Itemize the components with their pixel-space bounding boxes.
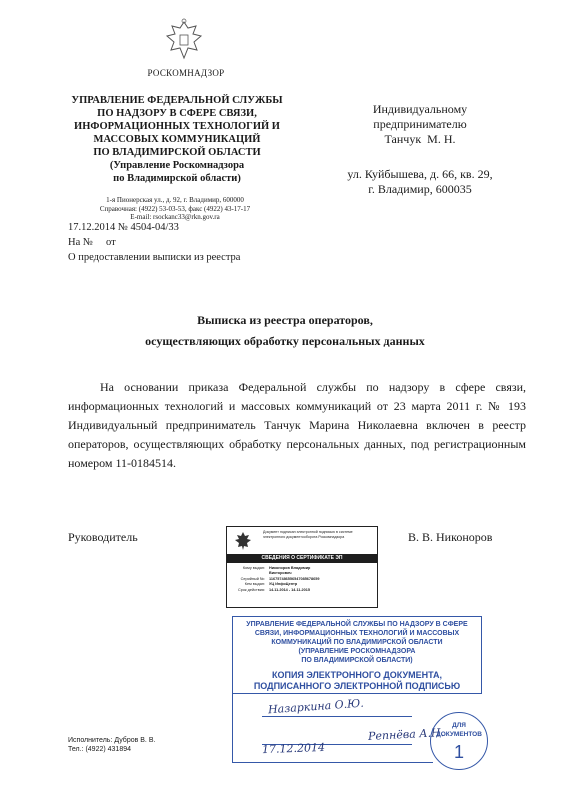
agency-short-line: (Управление Роскомнадзора [109,160,245,171]
document-subtitle: осуществляющих обработку персональных данных [145,334,425,348]
certificate-bar-label: СВЕДЕНИЯ О СЕРТИФИКАТЕ ЭП [227,554,377,563]
handwritten-name: Назаркина О.Ю. [267,696,365,717]
row-key: Срок действия: [237,587,265,592]
stamp-org-line: ПО ВЛАДИМИРСКОЙ ОБЛАСТИ) [301,657,413,664]
coat-of-arms-icon [233,530,253,552]
round-seal [430,712,488,770]
executor-info [68,737,155,754]
date-number: 17.12.2014 № 4504-04/33 [68,222,179,233]
stamp-org-line: СВЯЗИ, ИНФОРМАЦИОННЫХ ТЕХНОЛОГИЙ И МАССОВЫХ [254,630,460,637]
email-line: E-mail: rsockanc33@rkn.gov.ra [130,213,220,221]
stamp-sign-line [262,716,412,718]
recipient-address [325,167,515,197]
agency-line: ПО НАДЗОРУ В СФЕРЕ СВЯЗИ, [97,108,257,119]
address-line: Справочная: (4922) 53-03-53, факс (4922) 43-17-17 [99,204,251,213]
executor-phone: Тел.: (4922) 431894 [68,745,131,753]
recipient-line: Индивидуальному [372,102,468,116]
row-value: УЦ ИнфоЦентр [269,582,298,587]
row-key: Кем выдан: [244,582,265,587]
handwritten-signature: Репнёва А.Н. [367,726,445,743]
coat-of-arms-icon [163,18,205,62]
seal-line: ДОКУМЕНТОВ [436,731,482,738]
recipient-line: предпринимателю [373,117,467,131]
copy-stamp [232,616,482,694]
agency-block [62,94,292,185]
row-value: Никоноров Владимир [269,566,311,570]
recipient-name: Танчук М. Н. [384,132,456,146]
document-title: Выписка из реестра операторов, [197,313,373,327]
executor-name: Исполнитель: Дубров В. В. [68,737,156,744]
stamp-copy-line: ПОДПИСАННОГО ЭЛЕКТРОННОЙ ПОДПИСЬЮ [253,681,461,691]
stamp-copy-line: КОПИЯ ЭЛЕКТРОННОГО ДОКУМЕНТА, [271,670,443,680]
signer-position: Руководитель [68,530,138,544]
e-signature-certificate [226,526,378,608]
agency-line: МАССОВЫХ КОММУНИКАЦИЙ [93,134,261,145]
address-line: 1-я Пионерская ул., д. 92, г. Владимир, 600000 [106,196,244,204]
reply-reference: На № от [68,237,116,248]
recipient-address-line: г. Владимир, 600035 [368,182,472,196]
row-key: Кому выдан: [242,566,265,570]
signer-name: В. В. Никоноров [408,530,493,544]
agency-short-line: по Владимирской области) [113,173,241,184]
seal-line: ДЛЯ [452,722,466,729]
agency-address [90,196,260,222]
seal-number: 1 [453,742,464,762]
certificate-rows [231,566,373,593]
stamp-org-line: УПРАВЛЕНИЕ ФЕДЕРАЛЬНОЙ СЛУЖБЫ ПО НАДЗОРУ В СФЕРЕ [246,621,468,628]
agency-line: ПО ВЛАДИМИРСКОЙ ОБЛАСТИ [93,147,261,158]
recipient [325,102,515,147]
agency-name: РОСКОМНАДЗОР [147,68,225,78]
handwritten-date: 17.12.2014 [261,740,326,757]
certificate-header-text: Документ подписан электронной подписью в системе электронного документооборота Роскомнадзора [263,530,353,539]
certificate-row [231,588,373,593]
row-key: Серийный №: [240,576,265,581]
body-paragraph: На основании приказа Федеральной службы по надзору в сфере связи, информационных технологий и массовых коммуникаций от 23 марта 2011 г. № 193 Индивидуальный предприниматель Танчук Марина Николаевна включен в реестр операторов, осуществляющих обработку персональных данных, под регистрационным номером 11-0184514. [68,380,526,470]
row-value: Викторович [269,571,292,576]
row-value: 14.11.2014 - 14.11.2015 [269,587,310,592]
recipient-address-line: ул. Куйбышева, д. 66, кв. 29, [347,167,493,181]
letter-subject: О предоставлении выписки из реестра [68,252,241,263]
row-value: 116757486556547085678659 [269,576,320,581]
agency-line: ИНФОРМАЦИОННЫХ ТЕХНОЛОГИЙ И [74,121,280,132]
agency-line: УПРАВЛЕНИЕ ФЕДЕРАЛЬНОЙ СЛУЖБЫ [71,95,283,106]
stamp-org-line: (УПРАВЛЕНИЕ РОСКОМНАДЗОРА [298,648,416,655]
stamp-org-line: КОММУНИКАЦИЙ ПО ВЛАДИМИРСКОЙ ОБЛАСТИ [271,639,443,646]
